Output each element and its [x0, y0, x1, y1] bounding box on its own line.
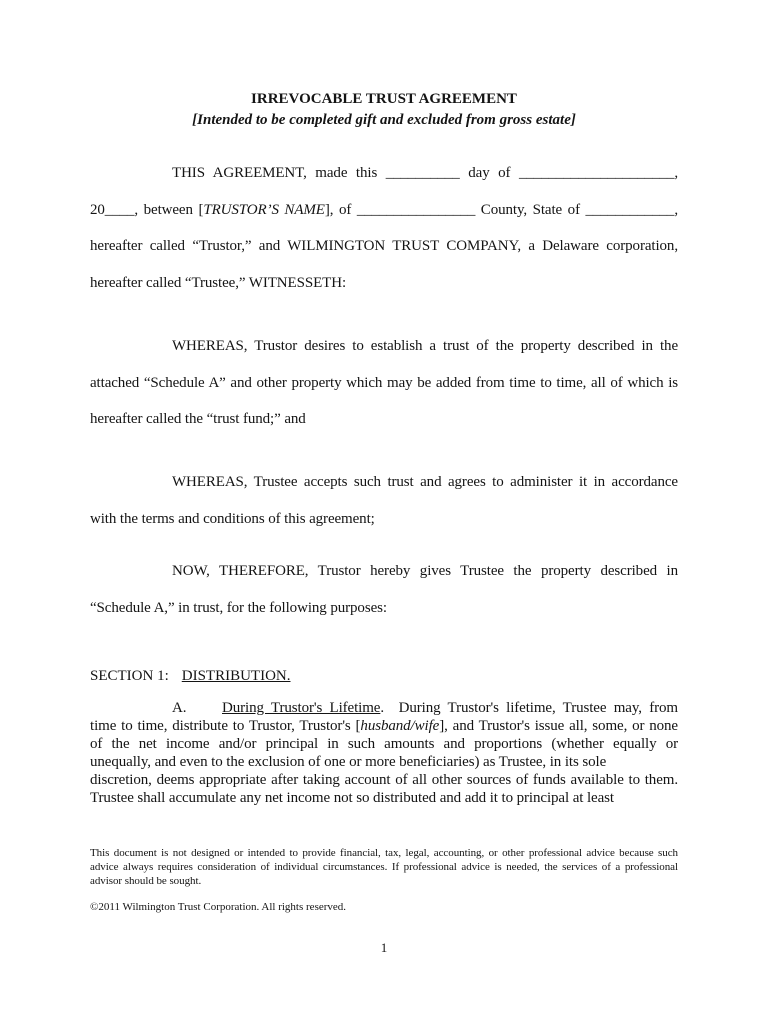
opening-paragraph [90, 155, 678, 301]
document-header [90, 89, 678, 131]
paragraph-a-during-trustors-lifetime [90, 699, 678, 807]
text-line: unequally, and even to the exclusion of one or more beneficiaries) as Trustee, in its sole [90, 754, 607, 770]
page-number: 1 [380, 940, 388, 955]
footer-disclaimer: This document is not designed or intended to provide financial, tax, legal, accounting, or other professional advice because such advice always requires consideration of individual circumstances. If professional advice is needed, the services of a professional advisor should be sought. [90, 847, 678, 887]
text-line: with the terms and conditions of this agreement; [90, 510, 375, 527]
whereas-trustor-paragraph [90, 328, 678, 438]
section-title: DISTRIBUTION. [181, 668, 291, 684]
text-line: attached “Schedule A” and other property which may be added from time to time, all of which is [90, 374, 678, 391]
text-segment: ], of ________________ County, State of ____________, [324, 201, 678, 218]
text-segment: 20____, between [ [90, 201, 204, 218]
text-line [90, 699, 678, 717]
text-segment: time to time, distribute to Trustor, Trustor's [ [90, 718, 361, 734]
husband-wife-placeholder: husband/wife [360, 718, 440, 734]
document-title: IRREVOCABLE TRUST AGREEMENT [251, 91, 517, 107]
text-line [90, 192, 678, 229]
text-line: THIS AGREEMENT, made this __________ day of _____________________, [172, 165, 678, 181]
whereas-trustee-paragraph [90, 464, 678, 537]
list-marker: A. [172, 700, 187, 716]
text-line: “Schedule A,” in trust, for the following purposes: [90, 599, 387, 616]
text-line: of the net income and/or principal in such amounts and proportions (whether equally or [90, 736, 678, 752]
document-subtitle: [Intended to be completed gift and excluded from gross estate] [192, 112, 576, 128]
now-therefore-paragraph [90, 553, 678, 626]
text-line: WHEREAS, Trustee accepts such trust and agrees to administer it in accordance [172, 474, 678, 490]
paragraph-heading: During Trustor's Lifetime [222, 700, 381, 716]
copyright-notice: ©2011 Wilmington Trust Corporation. All rights reserved. [90, 901, 347, 913]
section-1-heading [90, 666, 678, 686]
text-line: WHEREAS, Trustor desires to establish a trust of the property described in the [172, 338, 678, 354]
text-segment: . During Trustor's lifetime, Trustee may, from [380, 700, 678, 716]
text-line: NOW, THEREFORE, Trustor hereby gives Trustee the property described in [172, 563, 678, 579]
section-label: SECTION 1: [90, 668, 169, 684]
text-line: hereafter called “Trustee,” WITNESSETH: [90, 274, 347, 291]
text-line: hereafter called “Trustor,” and WILMINGTON TRUST COMPANY, a Delaware corporation, [90, 238, 678, 254]
text-line [90, 717, 678, 735]
text-line: Trustee shall accumulate any net income not so distributed and add it to principal at least [90, 790, 614, 806]
text-line: hereafter called the “trust fund;” and [90, 411, 306, 427]
text-line: discretion, deems appropriate after taking account of all other sources of funds available to them. [90, 772, 678, 788]
trustor-name-placeholder: TRUSTOR’S NAME [203, 201, 325, 218]
text-segment: ], and Trustor's issue all, some, or none [439, 718, 678, 734]
